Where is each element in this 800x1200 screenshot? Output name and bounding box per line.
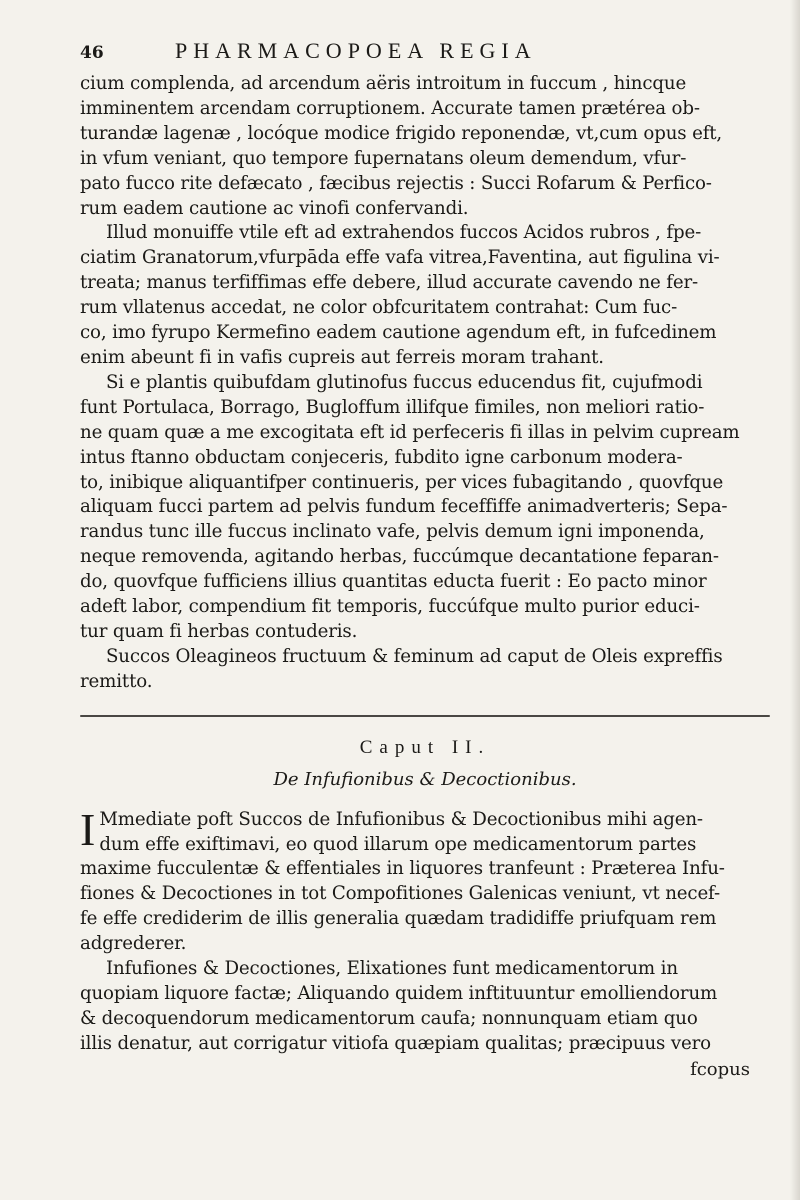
text-line: fiones & Decoctiones in tot Compofitiones Galenicas veniunt, vt necef- <box>80 883 720 905</box>
text-line: rum vllatenus accedat, ne color obfcuritatem contrahat: Cum fuc- <box>80 297 678 319</box>
text-line: dum effe exiftimavi, eo quod illarum ope medicamentorum partes <box>99 833 697 855</box>
chapter-subtitle: De Infufionibus & Decoctionibus. <box>273 768 577 790</box>
text-line: & decoquendorum medicamentorum caufa; nonnunquam etiam quo <box>80 1007 698 1029</box>
text-line: remitto. <box>80 670 153 692</box>
text-line: rum eadem cautione ac vinofi confervandi. <box>80 197 469 219</box>
text-line: intus ftanno obductam conjeceris, fubdito igne carbonum modera- <box>80 446 683 468</box>
text-line: adgrederer. <box>80 933 187 955</box>
text-line: fe effe crediderim de illis generalia quædam tradidiffe priufquam rem <box>80 908 717 930</box>
chapter-heading: Caput II. <box>359 736 491 758</box>
text-line: do, quovfque fufficiens illius quantitas educta fuerit : Eo pacto minor <box>80 571 707 593</box>
text-line: Infufiones & Decoctiones, Elixationes funt medicamentorum in <box>106 958 678 980</box>
text-line: Mmediate poft Succos de Infufionibus & Decoctionibus mihi agen- <box>99 808 703 830</box>
text-line: ciatim Granatorum,vfurpāda effe vafa vitrea,Faventina, aut figulina vi- <box>80 247 720 269</box>
text-line: randus tunc ille fuccus inclinato vafe, pelvis demum igni imponenda, <box>80 521 705 543</box>
text-line: to, inibique aliquantifper continueris, per vices fubagitando , quovfque <box>80 471 724 493</box>
text-line: Si e plantis quibufdam glutinofus fuccus educendus fit, cujufmodi <box>106 371 703 393</box>
text-line: Illud monuiffe vtile eft ad extrahendos fuccos Acidos rubros , fpe- <box>106 222 702 244</box>
text-line: enim abeunt fi in vafis cupreis aut ferreis moram trahant. <box>80 346 604 368</box>
text-line: co, imo fyrupo Kermefino eadem cautione agendum eft, in fufcedinem <box>80 322 717 344</box>
drop-cap: I <box>80 803 96 855</box>
text-line: Succos Oleagineos fructuum & feminum ad caput de Oleis expreffis <box>106 645 723 667</box>
running-title: PHARMACOPOEA REGIA <box>175 38 537 63</box>
text-line: in vfum veniant, quo tempore fupernatans oleum demendum, vfur- <box>80 147 687 169</box>
text-line: ne quam quæ a me excogitata eft id perfeceris fi illas in pelvim cupream <box>80 421 740 443</box>
text-line: turandæ lagenæ , locóque modice frigido reponendæ, vt,cum opus eft, <box>80 122 723 144</box>
page-header <box>80 38 770 72</box>
text-line: pato fucco rite defæcato , fæcibus rejectis : Succi Rofarum & Perfico- <box>80 172 712 194</box>
text-line: treata; manus terfiffimas effe debere, illud accurate cavendo ne fer- <box>80 272 699 294</box>
text-line: quopiam liquore factæ; Aliquando quidem inftituuntur emolliendorum <box>80 983 718 1004</box>
page-number: 46 <box>80 43 104 63</box>
section-2-text <box>80 803 770 1080</box>
page-edge-shadow <box>790 0 800 1200</box>
text-line: neque removenda, agitando herbas, fuccúmque decantatione feparan- <box>80 546 719 568</box>
section-1-text <box>80 72 770 695</box>
text-line: tur quam fi herbas contuderis. <box>80 620 358 642</box>
catchword: fcopus <box>690 1058 750 1080</box>
text-line: maxime fucculentæ & effentiales in liquores tranfeunt : Præterea Infu- <box>80 858 725 880</box>
text-line: imminentem arcendam corruptionem. Accurate tamen prætérea ob- <box>80 97 700 119</box>
text-line: adeft labor, compendium fit temporis, fuccúfque multo purior educi- <box>80 596 700 618</box>
section-divider-rule <box>80 715 770 717</box>
text-line: funt Portulaca, Borrago, Bugloffum illifque fimiles, non meliori ratio- <box>80 396 705 418</box>
text-line: illis denatur, aut corrigatur vitiofa quæpiam qualitas; præcipuus vero <box>80 1032 711 1054</box>
text-line: cium complenda, ad arcendum aëris introitum in fuccum , hincque <box>80 73 687 94</box>
book-page <box>80 38 770 1080</box>
text-line: aliquam fucci partem ad pelvis fundum feceffiffe animadverteris; Sepa- <box>80 496 728 518</box>
